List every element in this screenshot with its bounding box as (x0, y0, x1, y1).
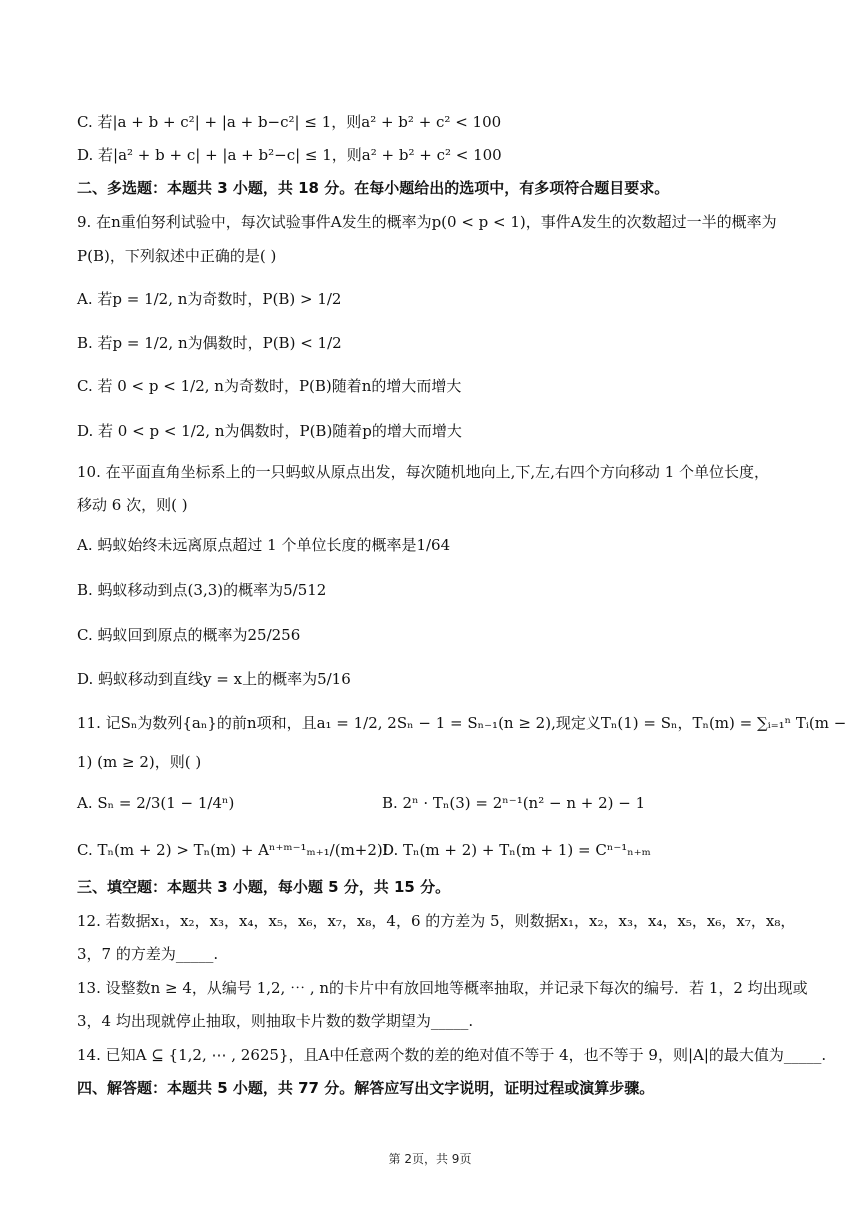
section-4-heading: 四、解答题：本题共 5 小题，共 77 分。解答应写出文字说明，证明过程或演算步骤。 (77, 1079, 655, 1097)
q12-line2: 3，7 的方差为_____. (77, 945, 219, 963)
q11-option-d: D. Tₙ(m + 2) + Tₙ(m + 1) = Cⁿ⁻¹ₙ₊ₘ (382, 841, 651, 859)
option-c-q8: C. 若|a + b + c²| + |a + b−c²| ≤ 1，则a² + b² + c² < 100 (77, 113, 502, 131)
q11-option-a: A. Sₙ = 2/3(1 − 1/4ⁿ) (77, 794, 235, 812)
q11-stem-line2: 1) (m ≥ 2)，则( ) (77, 753, 202, 771)
q10-option-c: C. 蚂蚁回到原点的概率为25/256 (77, 626, 301, 644)
section-3-heading: 三、填空题：本题共 3 小题，每小题 5 分，共 15 分。 (77, 878, 451, 896)
q11-option-b: B. 2ⁿ · Tₙ(3) = 2ⁿ⁻¹(n² − n + 2) − 1 (382, 794, 646, 812)
q13-line2: 3，4 均出现就停止抽取，则抽取卡片数的数学期望为_____. (77, 1012, 474, 1030)
q9-stem-line1: 9. 在n重伯努利试验中，每次试验事件A发生的概率为p(0 < p < 1)，事件A发生的次数超过一半的概率为 (77, 213, 777, 231)
q10-stem-line2: 移动 6 次，则( ) (77, 496, 188, 514)
q9-stem-line2: P(B)，下列叙述中正确的是( ) (77, 247, 277, 265)
q11-option-c: C. Tₙ(m + 2) > Tₙ(m) + Aⁿ⁺ᵐ⁻¹ₘ₊₁/(m+2)! (77, 841, 389, 859)
section-2-heading: 二、多选题：本题共 3 小题，共 18 分。在每小题给出的选项中，有多项符合题目要求。 (77, 179, 670, 197)
q10-stem-line1: 10. 在平面直角坐标系上的一只蚂蚁从原点出发，每次随机地向上,下,左,右四个方向移动 1 个单位长度， (77, 463, 770, 481)
q9-option-d: D. 若 0 < p < 1/2, n为偶数时，P(B)随着p的增大而增大 (77, 422, 462, 440)
page-footer: 第 2页，共 9页 (388, 1152, 472, 1166)
q13-line1: 13. 设整数n ≥ 4，从编号 1,2, ⋯ , n的卡片中有放回地等概率抽取，并记录下每次的编号．若 1，2 均出现或 (77, 979, 808, 997)
q9-option-c: C. 若 0 < p < 1/2, n为奇数时，P(B)随着n的增大而增大 (77, 377, 462, 395)
q10-option-a: A. 蚂蚁始终未远离原点超过 1 个单位长度的概率是1/64 (77, 536, 451, 554)
q10-option-d: D. 蚂蚁移动到直线y = x上的概率为5/16 (77, 670, 351, 688)
q12-line1: 12. 若数据x₁，x₂，x₃，x₄，x₅，x₆，x₇，x₈，4，6 的方差为 5，则数据x₁，x₂，x₃，x₄，x₅，x₆，x₇，x₈， (77, 912, 796, 930)
q10-option-b: B. 蚂蚁移动到点(3,3)的概率为5/512 (77, 581, 327, 599)
q9-option-a: A. 若p = 1/2, n为奇数时，P(B) > 1/2 (77, 290, 342, 308)
q11-stem-line1: 11. 记Sₙ为数列{aₙ}的前n项和，且a₁ = 1/2, 2Sₙ − 1 = Sₙ₋₁(n ≥ 2),现定义Tₙ(1) = Sₙ，Tₙ(m) = ∑ᵢ₌₁ⁿ Tᵢ(m − (77, 714, 847, 732)
q9-option-b: B. 若p = 1/2, n为偶数时，P(B) < 1/2 (77, 334, 342, 352)
option-d-q8: D. 若|a² + b + c| + |a + b²−c| ≤ 1，则a² + b² + c² < 100 (77, 146, 502, 164)
q14-line: 14. 已知A ⊆ {1,2, ⋯ , 2625}，且A中任意两个数的差的绝对值不等于 4，也不等于 9，则|A|的最大值为_____. (77, 1046, 827, 1064)
